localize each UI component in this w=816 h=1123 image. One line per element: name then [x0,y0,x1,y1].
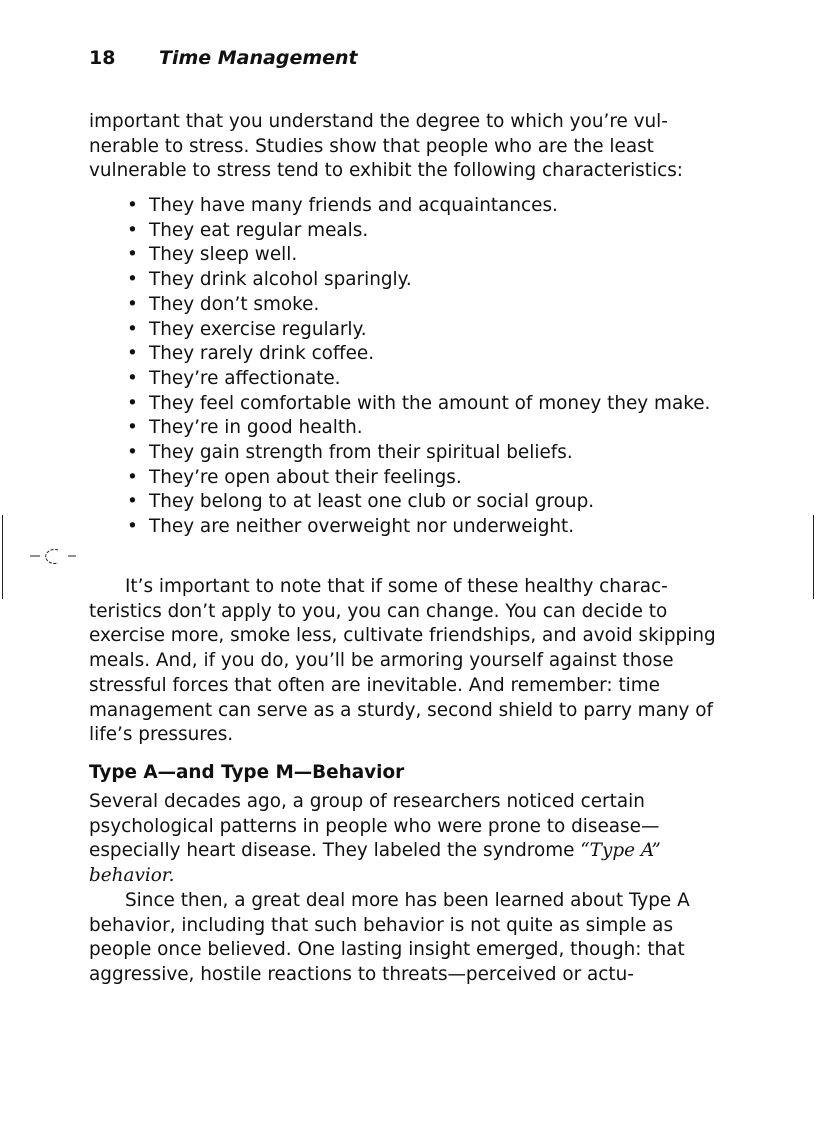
list-item: • They’re affectionate. [127,367,727,392]
list-item: • They feel comfortable with the amount of money they make. [127,392,727,417]
list-item: • They exercise regularly. [127,318,727,343]
page-number: 18 [89,47,116,69]
list-item: • They’re open about their feelings. [127,466,727,491]
intro-paragraph: important that you understand the degree to which you’re vul-nerable to stress. Studies show that people who are the least vulnerable to stress tend to exhibit the following characteristics: [89,111,683,182]
list-item: • They rarely drink coffee. [127,342,727,367]
registration-mark-icon [30,545,80,569]
list-item: • They sleep well. [127,243,727,268]
list-item: • They drink alcohol sparingly. [127,268,727,293]
running-title: Time Management [159,47,358,69]
list-item: • They gain strength from their spiritual beliefs. [127,441,727,466]
section-body [89,790,729,988]
type-a-term: “Type A” behavior. [89,840,661,887]
list-item: • They have many friends and acquaintances. [127,194,727,219]
crop-mark-right [813,515,814,599]
section-paragraph-1 [89,790,729,889]
list-item: • They belong to at least one club or social group. [127,490,727,515]
list-item: • They don’t smoke. [127,293,727,318]
crop-mark-left [2,515,3,599]
after-list-paragraph: It’s important to note that if some of these healthy charac-teristics don’t apply to you, you can change. You can decide to exercise more, smoke less, cultivate friendships, and avoid skipping meals. And, if you do, you’ll be armoring yourself against those stressful forces that often are inevitable. And remember: time management can serve as a sturdy, second shield to parry many of life’s pressures. [89,576,716,746]
section-paragraph-2: Since then, a great deal more has been learned about Type A behavior, including that such behavior is not quite as simple as people once believed. One lasting insight emerged, though: that aggressive, hostile reactions to threats—perceived or actu- [89,889,690,985]
list-item: • They eat regular meals. [127,219,727,244]
characteristics-list [127,194,727,540]
page-header [89,46,358,70]
list-item: • They’re in good health. [127,416,727,441]
section-paragraph-1-text: Several decades ago, a group of researchers noticed certain psychological patterns in people who were prone to disease—especially heart disease. They labeled the syndrome [89,791,660,862]
section-heading: Type A—and Type M—Behavior [89,762,405,783]
list-item: • They are neither overweight nor underweight. [127,515,727,540]
